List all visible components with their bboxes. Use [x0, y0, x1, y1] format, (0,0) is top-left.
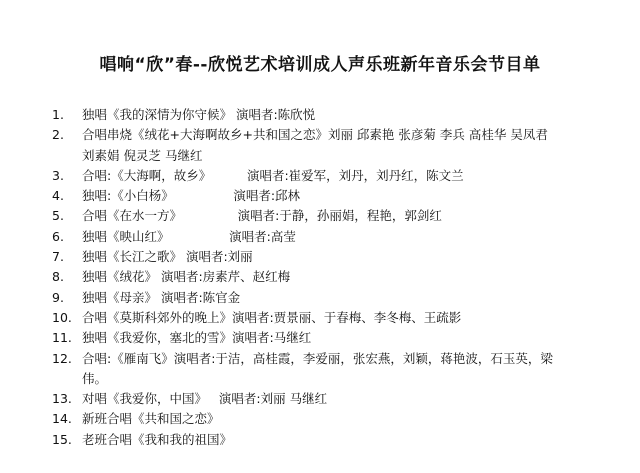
item-text: 独唱《母亲》 演唱者:陈官金 [82, 289, 241, 305]
item-text: 合唱串烧《绒花+大海啊故乡+共和国之恋》刘丽 邱素艳 张彦菊 李兵 高桂华 吴凤君 刘素娟 倪灵芝 马继红 [82, 127, 548, 163]
item-text: 老班合唱《我和我的祖国》 [82, 431, 233, 447]
item-text: 独唱《绒花》 演唱者:房素芹、赵红梅 [82, 269, 291, 285]
program-item-15 [52, 430, 617, 450]
item-number: 11. [52, 330, 72, 346]
program-item-2 [52, 125, 617, 166]
item-number: 1. [52, 107, 64, 122]
program-item-9 [52, 288, 617, 308]
program-item-8 [52, 267, 617, 287]
item-number: 2. [52, 127, 64, 143]
item-text: 独唱《我爱你，塞北的雪》演唱者:马继红 [82, 330, 312, 346]
program-item-14 [52, 409, 617, 429]
item-number: 13. [52, 391, 72, 407]
item-number: 7. [52, 249, 64, 265]
item-number: 12. [52, 350, 72, 366]
program-list [52, 105, 617, 450]
item-number: 9. [52, 289, 64, 305]
item-number: 14. [52, 411, 72, 427]
program-item-4 [52, 186, 617, 206]
program-item-11 [52, 328, 617, 348]
item-text: 合唱:《雁南飞》演唱者:于洁，高桂霞，李爱丽，张宏燕，刘颖，蒋艳波，石玉英，梁 伟。 [82, 350, 553, 386]
item-number: 15. [52, 431, 72, 447]
item-text: 独唱《映山红》 演唱者:高莹 [82, 228, 296, 244]
item-text: 对唱《我爱你，中国》 演唱者:刘丽 马继红 [82, 391, 328, 407]
item-text: 合唱《莫斯科郊外的晚上》演唱者:贾景丽、于春梅、李冬梅、王疏影 [82, 309, 462, 325]
item-number: 8. [52, 269, 64, 285]
item-text: 新班合唱《共和国之恋》 [82, 411, 220, 427]
document-title: 唱响“欣”春--欣悦艺术培训成人声乐班新年音乐会节目单 [99, 55, 541, 75]
program-item-7 [52, 247, 617, 267]
item-number: 10. [52, 309, 72, 325]
item-text: 独唱《长江之歌》 演唱者:刘丽 [82, 249, 253, 265]
item-number: 5. [52, 208, 64, 224]
program-item-5 [52, 206, 617, 226]
item-number: 4. [52, 188, 64, 204]
program-item-10 [52, 308, 617, 328]
program-item-6 [52, 227, 617, 247]
item-text: 合唱:《大海啊，故乡》 演唱者:崔爱军，刘丹，刘丹红，陈文兰 [82, 167, 464, 183]
item-text: 独唱《我的深情为你守候》 演唱者:陈欣悦 [82, 107, 316, 122]
program-item-12 [52, 349, 617, 390]
item-number: 3. [52, 167, 64, 183]
item-text: 独唱:《小白杨》 演唱者:邱林 [82, 188, 301, 204]
item-number: 6. [52, 228, 64, 244]
program-item-1 [52, 105, 617, 125]
program-item-13 [52, 389, 617, 409]
item-text: 合唱《在水一方》 演唱者:于静，孙丽娟，程艳，郭剑红 [82, 208, 442, 224]
program-item-3 [52, 166, 617, 186]
